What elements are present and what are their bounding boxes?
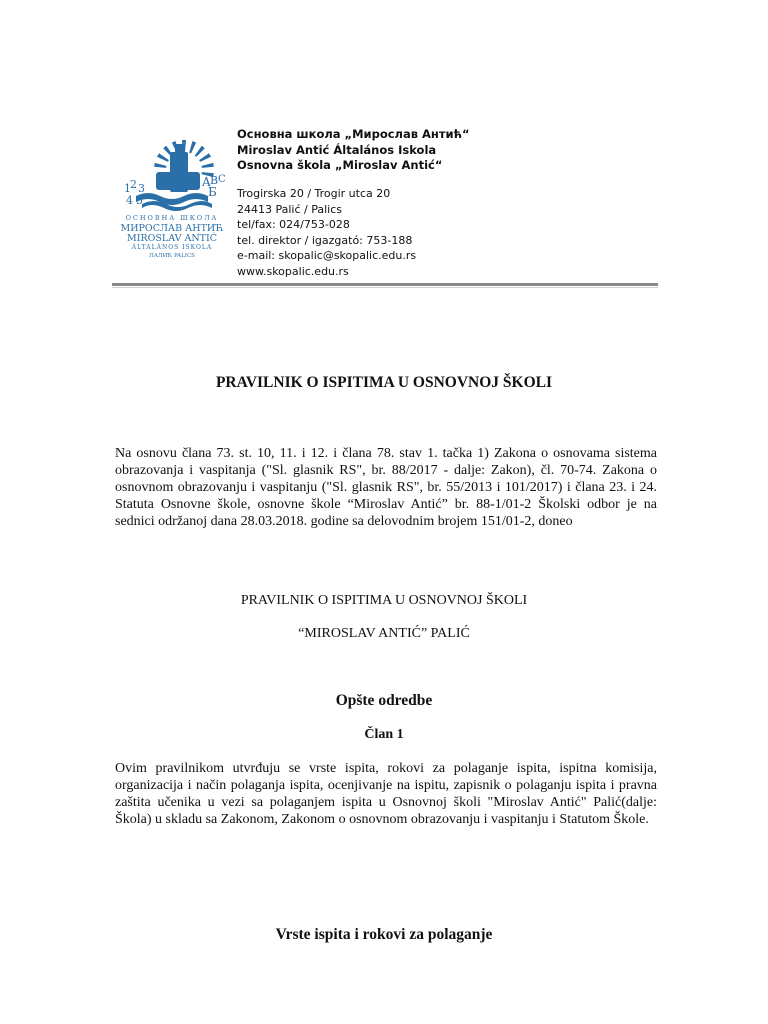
address-line: Trogirska 20 / Trogir utca 20	[237, 187, 391, 200]
letterhead-divider	[112, 283, 658, 286]
section-heading-general: Opšte odredbe	[335, 692, 433, 709]
school-names	[237, 127, 470, 174]
svg-text:1: 1	[124, 182, 131, 195]
svg-text:3: 3	[138, 182, 145, 195]
school-name-hungarian: Miroslav Antić Általános Iskola	[237, 142, 437, 157]
svg-text:Б: Б	[208, 185, 217, 199]
section-heading-exam-types: Vrste ispita i rokovi za polaganje	[275, 926, 493, 943]
school-contact	[237, 186, 416, 279]
school-name-cyrillic: Основна школа „Мирослав Антић“	[237, 127, 470, 141]
svg-text:ÁLTALÁNOS ISKOLA: ÁLTALÁNOS ISKOLA	[131, 244, 213, 251]
svg-text:MIROSLAV ANTIĆ: MIROSLAV ANTIĆ	[126, 233, 218, 244]
svg-text:4: 4	[126, 194, 133, 207]
postal-line: 24413 Palić / Palics	[237, 202, 342, 216]
subtitle-line-2: “MIROSLAV ANTIĆ” PALIĆ	[298, 626, 470, 641]
director-phone-line: tel. direktor / igazgató: 753-188	[237, 233, 413, 247]
svg-text:C: C	[218, 174, 226, 185]
svg-text:2: 2	[130, 178, 137, 191]
svg-text:ОСНОВНА ШКОЛА: ОСНОВНА ШКОЛА	[125, 214, 219, 222]
svg-text:МИРОСЛАВ АНТИЋ: МИРОСЛАВ АНТИЋ	[120, 223, 224, 234]
svg-text:B: B	[210, 174, 219, 187]
email-line: e-mail: skopalic@skopalic.edu.rs	[237, 249, 417, 262]
website-line: www.skopalic.edu.rs	[237, 264, 349, 278]
article-heading: Član 1	[364, 727, 404, 742]
letterhead-divider-thin	[112, 287, 658, 288]
svg-text:ПАЛИЋ PALICS: ПАЛИЋ PALICS	[149, 253, 195, 258]
svg-text:A: A	[202, 175, 211, 189]
phone-fax-line: tel/fax: 024/753-028	[237, 218, 350, 231]
school-name-latin: Osnovna škola „Miroslav Antić“	[237, 158, 443, 172]
svg-text:5: 5	[136, 194, 143, 207]
subtitle-line-1: PRAVILNIK O ISPITIMA U OSNOVNOJ ŠKOLI	[240, 593, 528, 608]
article-paragraph: Ovim pravilnikom utvrđuju se vrste ispita, rokovi za polaganje ispita, ispitna komisija, organizacija i način polaganja ispita, ocenjivanje na ispitu, zapisnik o polaganju ispita i pravna zaštita učenika u vezi sa polaganjem ispita u Osnovnoj školi "Miroslav Antić" Palić(dalje: Škola) u skladu sa Zakonom, Zakonom o osnovnom obrazovanju i vaspitanju i Statutom Škole.	[115, 761, 657, 827]
document-title: PRAVILNIK O ISPITIMA U OSNOVNOJ ŠKOLI	[215, 374, 553, 391]
school-logo-icon	[116, 138, 228, 258]
preamble-paragraph: Na osnovu člana 73. st. 10, 11. i 12. i člana 78. stav 1. tačka 1) Zakona o osnovama sistema obrazovanja i vaspitanja ("Sl. glasnik RS", br. 88/2017 - dalje: Zakon), čl. 70-74. Zakona o osnovnom obrazovanju i vaspitanju ("Sl. glasnik RS", br. 55/2013 i 101/2017) i člana 23. i 24. Statuta Osnovne škole, osnovne škole “Miroslav Antić” br. 88-1/01-2 Školski odbor je na sednici održanoj dana 28.03.2018. godine sa delovodnim brojem 151/01-2, doneo	[115, 446, 657, 529]
